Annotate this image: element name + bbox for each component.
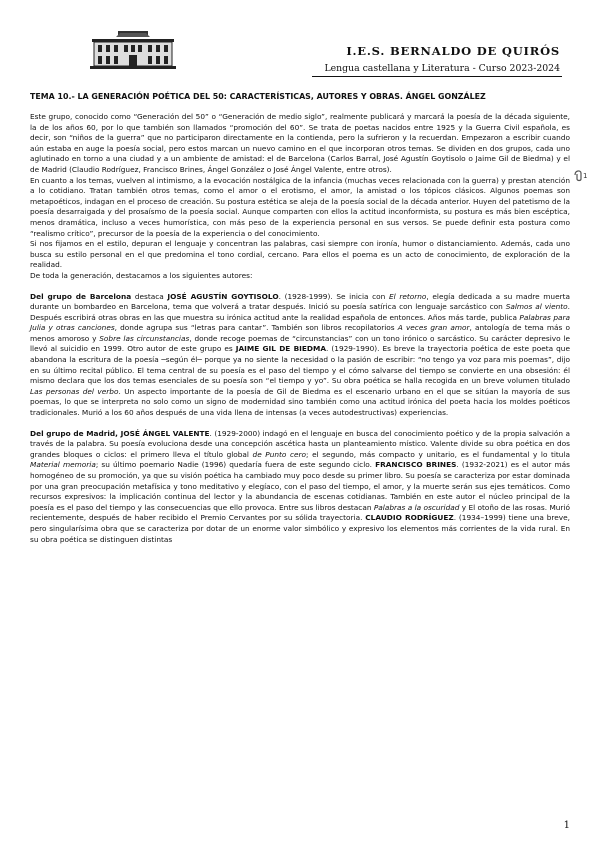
author-gil-de-biedma: JAIME GIL DE BIEDMA	[235, 344, 327, 354]
style-paragraph: Si nos fijamos en el estilo, depuran el lenguaje y concentran las palabras, casi siempre con ironía, humor o distanciamiento. Además, cada uno busca su estilo personal en el que predomina el tono cordial, cercano. Para ellos el poema es un acto de conocimiento, de exploración de la realidad.	[30, 239, 570, 270]
group-heading-barcelona: Del grupo de Barcelona	[30, 291, 132, 301]
school-building-icon	[88, 29, 178, 71]
work-title: El retorno	[389, 291, 427, 301]
work-title: Material memoria	[30, 460, 96, 470]
author-goytisolo: JOSÉ AGUSTÍN GOYTISOLO	[167, 291, 279, 301]
author-valente: JOSÉ ÁNGEL VALENTE	[120, 428, 210, 438]
paperclip-page-icon[interactable]	[572, 168, 590, 182]
page-number: 1	[563, 820, 570, 831]
intro-paragraph: Este grupo, conocido como “Generación del 50” o “Generación de medio siglo”, realmente publicará y marcará la poesía de la década siguiente, la de los años 60, por lo que también son llamados “promoción del 60”. Se trata de poetas nacidos entre 1925 y la Guerra Civil española, es decir, son “niños de la guerra” que no participaron directamente en la contienda, pero la sufrieron y la recuerdan. Empezaron a escribir cuando aún estaba en auge la poesía social, pero estos marcan un nuevo camino en el que incorporan otros temas. Se dividen en dos grupos, cada uno aglutinado en torno a una ciudad y a un ambiente de amistad: el de Barcelona (Carlos Barral, José Agustín Goytisolo o Jaime Gil de Biedma) y el de Madrid (Claudio Rodríguez, Francisco Brines, Ángel González o José Ángel Valente, entre otros).	[30, 112, 570, 174]
themes-paragraph: En cuanto a los temas, vuelven al intimismo, a la evocación nostálgica de la infancia (muchas veces relacionada con la guerra) y prestan atención a lo cotidiano. Tratan también otros temas, como el amor o el erotismo, el amor, la amistad o los tópicos clásicos. Algunos poemas son metapoéticos, indagan en el proceso de creación. Su postura estética se aleja de la poesía social de la década anterior. Huyen del patetismo de la poesía desarraigada y del prosaísmo de la poesía social. Aunque comparten con ellos la actitud inconformista, su postura es más bien escéptica, menos dramática, incluso a veces humorística, con más peso de la experiencia personal en sus versos. Se puede definir esta postura como “realismo crítico”, precursor de la poesía de la experiencia o del conocimiento.	[30, 175, 570, 238]
work-title: A veces gran amor	[397, 323, 470, 333]
work-title: Palabras a la oscuridad	[373, 502, 460, 512]
work-title: de Punto cero	[252, 449, 307, 459]
header-divider	[312, 76, 562, 77]
topic-title: TEMA 10.- LA GENERACIÓN POÉTICA DEL 50: CARACTERÍSTICAS, AUTORES Y OBRAS. ÁNGEL GONZÁLEZ	[30, 92, 486, 101]
group-heading-madrid: Del grupo de Madrid	[30, 428, 116, 438]
body-text	[30, 112, 570, 545]
authors-lead: De toda la generación, destacamos a los siguientes autores:	[30, 270, 253, 280]
madrid-paragraph: Del grupo de Madrid, JOSÉ ÁNGEL VALENTE. (1929-2000) indagó en el lenguaje en busca del conocimiento poético y de la propia salvación a través de la palabra. Su poesía evoluciona desde una concepción ascética hasta un planteamiento místico. Valente divide su obra poética en dos grandes bloques o ciclos: el primero lleva el título global de Punto cero; el segundo, más compacto y unitario, es el fundamental y lo titula Material memoria; su último poemario Nadie (1996) quedaría fuera de este segundo ciclo. FRANCISCO BRINES. (1932-2021) es el autor más homogéneo de su promoción, ya que su visión poética ha cambiado muy poco desde su primer libro. Su poesía se caracteriza por estar dominada por una gran preocupación metafísica y tono meditativo y elegíaco, con el paso del tiempo, el amor, y la muerte serán sus ejes temáticos. Como recursos expresivos: la implicación continua del lector y la abundancia de escenas cotidianas. También en este autor el núcleo principal de la poesía es el paso del tiempo y las consecuencias que ello provoca. Entre sus libros destacan Palabras a la oscuridad y El otoño de las rosas. Murió recientemente, después de haber recibido el Premio Cervantes por su sólida trayectoria. CLAUDIO RODRÍGUEZ. (1934–1999) tiene una breve, pero singularísima obra que se caracteriza por dotar de un enorme valor simbólico y expresivo los elementos más corrientes de la vida rural. En su obra poética se distinguen distintas	[30, 428, 571, 544]
work-title: Salmos al viento	[505, 302, 568, 312]
course-subtitle: Lengua castellana y Literatura - Curso 2023-2024	[324, 63, 560, 74]
school-name: I.E.S. BERNALDO DE QUIRÓS	[346, 44, 560, 58]
work-title: Palabras para Julia y otras canciones	[30, 312, 570, 333]
author-claudio-rodriguez: CLAUDIO RODRÍGUEZ	[365, 513, 454, 523]
work-title: Sobre las circunstancias	[99, 333, 190, 343]
author-brines: FRANCISCO BRINES	[375, 460, 457, 470]
barcelona-paragraph: Del grupo de Barcelona destaca JOSÉ AGUSTÍN GOYTISOLO. (1928-1999). Se inicia con El retorno, elegía dedicada a su madre muerta durante un bombardeo en Barcelona, tema que volverá a tratar después. Inició su poesía satírica con lenguaje sarcástico con Salmos al viento. Después escribirá otras obras en las que muestra su irónica actitud ante la realidad española de entonces. Años más tarde, publica Palabras para Julia y otras canciones, donde agrupa sus “letras para cantar”. También son libros recopilatorios A veces gran amor, antología de tema más o menos amoroso y Sobre las circunstancias, donde recoge poemas de “circunstancias” con un tono irónico o sarcástico. Su carácter depresivo le llevó al suicidio en 1999. Otro autor de este grupo es JAIME GIL DE BIEDMA. (1929-1990). Es breve la trayectoria poética de este poeta que abandona la escritura de la poesía ─según él─ porque ya no siente la necesidad o la pasión de escribir: “no tengo ya voz para mis poemas”, dijo en su último recital público. El tema central de su poesía es el paso del tiempo y el cómo salvarse del tiempo se convierte en una obsesión: él mismo declara que los dos temas esenciales de su poesía son “el tiempo y yo”. Su obra poética se halla recogida en un breve volumen titulado Las personas del verbo. Un aspecto importante de la poesía de Gil de Biedma es el escenario urbano en el que se sitúan la mayoría de sus poemas, lo que se interpreta no solo como un signo de modernidad sino también como una actitud irónica del poeta hacia los moldes poéticos tradicionales. Murió a los 60 años después de una vida llena de intensas (a veces autodestructivas) experiencias.	[30, 291, 571, 418]
work-title: Las personas del verbo	[30, 386, 119, 396]
clip-label: 1	[583, 172, 588, 180]
